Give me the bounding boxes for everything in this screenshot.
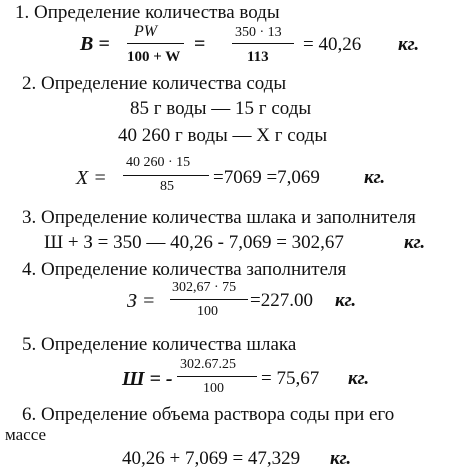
s4-numerator: 302,67 · 75: [172, 280, 237, 295]
s1-numerator-1: PW: [134, 23, 158, 40]
s2-lhs: X =: [76, 167, 107, 189]
s2-fraction-bar: [123, 175, 209, 176]
s1-fraction-bar-1: [127, 43, 184, 44]
s6-equation: 40,26 + 7,069 = 47,329: [122, 448, 301, 469]
s2-unit: кг.: [364, 167, 386, 188]
s4-unit: кг.: [335, 290, 357, 311]
s2-proportion-line-2: 40 260 г воды — X г соды: [118, 125, 328, 146]
s5-fraction-bar: [177, 376, 257, 377]
section-2-heading: 2. Определение количества соды: [22, 73, 287, 94]
s5-unit: кг.: [348, 368, 370, 389]
s5-lhs: Ш = -: [122, 368, 173, 390]
s6-unit: кг.: [330, 448, 352, 469]
section-3-heading: 3. Определение количества шлака и заполнителя: [22, 207, 416, 228]
s3-unit: кг.: [404, 232, 426, 253]
s5-denominator: 100: [203, 381, 224, 396]
s2-result: =7069 =7,069: [213, 167, 320, 188]
s3-equation: Ш + З = 350 — 40,26 - 7,069 = 302,67: [44, 232, 344, 253]
s2-proportion-line-1: 85 г воды — 15 г соды: [130, 98, 312, 119]
section-5-heading: 5. Определение количества шлака: [22, 334, 297, 355]
s1-denominator-2: 113: [247, 49, 269, 65]
s1-equals: =: [194, 33, 206, 55]
s2-denominator: 85: [160, 179, 174, 194]
s5-result: = 75,67: [261, 368, 320, 389]
section-6-heading-continued: массе: [5, 425, 47, 444]
s4-result: =227.00: [250, 290, 313, 311]
section-6-heading: 6. Определение объема раствора соды при его: [22, 404, 395, 425]
s4-fraction-bar: [170, 299, 248, 300]
s4-denominator: 100: [197, 304, 218, 319]
s1-unit: кг.: [398, 34, 420, 55]
s1-fraction-bar-2: [232, 43, 294, 44]
section-4-heading: 4. Определение количества заполнителя: [22, 259, 347, 280]
s1-numerator-2: 350 · 13: [235, 25, 282, 40]
s1-result: = 40,26: [303, 34, 362, 55]
section-1-heading: 1. Определение количества воды: [15, 2, 280, 23]
s5-numerator: 302.67.25: [180, 357, 236, 372]
s1-denominator-1: 100 + W: [127, 49, 181, 65]
s4-lhs: З =: [127, 290, 156, 312]
s1-lhs: В =: [80, 33, 110, 55]
s2-numerator: 40 260 · 15: [126, 155, 191, 170]
